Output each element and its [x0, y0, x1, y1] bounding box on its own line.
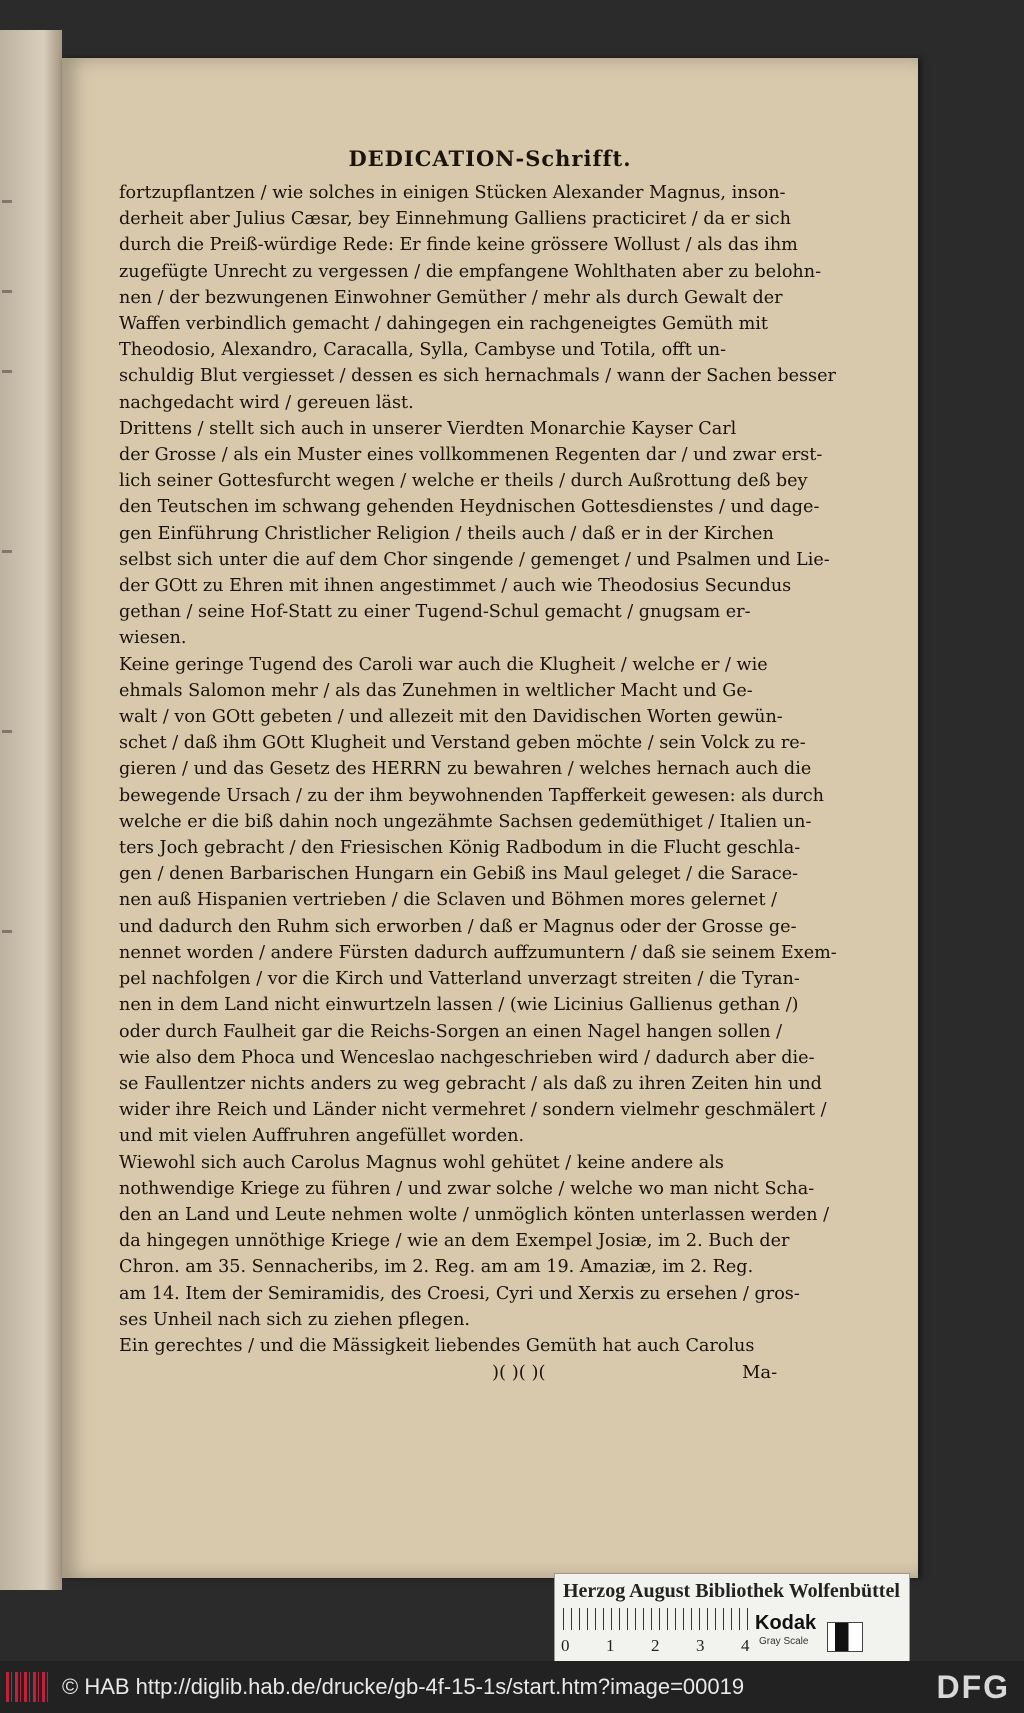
text-line: ehmals Salomon mehr / als das Zunehmen in weltlicher Macht und Ge- [119, 680, 753, 701]
text-line: oder durch Faulheit gar die Reichs-Sorgen an einen Nagel hangen sollen / [119, 1021, 783, 1042]
text-line: gethan / seine Hof-Statt zu einer Tugend-Schul gemacht / gnugsam er- [119, 602, 751, 623]
catchword: Ma- [742, 1362, 778, 1383]
edge-mark [2, 930, 12, 933]
text-line: gieren / und das Gesetz des HERRN zu bewahren / welches hernach auch die [119, 759, 812, 780]
dfg-logo: DFG [936, 1668, 1010, 1705]
edge-mark [2, 370, 12, 373]
text-line: lich seiner Gottesfurcht wegen / welche er theils / durch Außrottung deß bey [119, 471, 808, 492]
text-line: und dadurch den Ruhm sich erworben / daß er Magnus oder der Grosse ge- [119, 916, 797, 937]
hab-logo-icon [6, 1672, 48, 1702]
text-line: nachgedacht wird / gereuen läst. [119, 392, 414, 413]
ruler-number: 1 [606, 1636, 615, 1655]
text-line: schuldig Blut vergiesset / dessen es sich hernachmals / wann der Sachen besser [119, 366, 836, 387]
text-line: ters Joch gebracht / den Friesischen König Radbodum in die Flucht geschla- [119, 838, 801, 859]
text-line: welche er die biß dahin noch ungezähmte Sachsen gedemüthiget / Italien un- [119, 811, 812, 832]
text-line: nennet worden / andere Fürsten dadurch auffzumuntern / daß sie seinem Exem- [119, 942, 837, 963]
text-line: Drittens / stellt sich auch in unserer Vierdten Monarchie Kayser Carl [119, 418, 737, 439]
signature-mark: )( )( )( [492, 1362, 546, 1383]
page-heading: DEDICATION-Schrifft. [348, 146, 632, 171]
text-line: den an Land und Leute nehmen wolte / unmöglich könten unterlassen werden / [119, 1204, 830, 1225]
text-line: derheit aber Julius Cæsar, bey Einnehmung Galliens practiciret / da er sich [119, 209, 791, 230]
document-page [62, 58, 918, 1578]
text-line: pel nachfolgen / vor die Kirch und Vatterland unverzagt streiten / die Tyran- [119, 969, 800, 990]
text-line: gen / denen Barbarischen Hungarn ein Gebiß ins Maul geleget / die Sarace- [119, 864, 799, 885]
text-line: Keine geringe Tugend des Caroli war auch die Klugheit / welche er / wie [119, 654, 768, 675]
text-line: wider ihre Reich und Länder nicht vermehret / sondern vielmehr geschmälert / [119, 1100, 827, 1121]
text-line: Ein gerechtes / und die Mässigkeit liebendes Gemüth hat auch Carolus [119, 1335, 755, 1356]
edge-mark [2, 550, 12, 553]
text-line: den Teutschen im schwang gehenden Heydnischen Gottesdienstes / und dage- [119, 497, 820, 518]
text-line: wie also dem Phoca und Wenceslao nachgeschrieben wird / dadurch aber die- [119, 1047, 815, 1068]
text-line: fortzupflantzen / wie solches in einigen Stücken Alexander Magnus, inson- [119, 183, 786, 203]
text-line: wiesen. [119, 628, 187, 649]
text-line: nothwendige Kriege zu führen / und zwar solche / welche wo man nicht Scha- [119, 1178, 815, 1199]
text-line: der Grosse / als ein Muster eines vollkommenen Regenten dar / und zwar erst- [119, 445, 823, 466]
text-line: zugefügte Unrecht zu vergessen / die empfangene Wohlthaten aber zu belohn- [119, 261, 822, 282]
edge-mark [2, 730, 12, 733]
ruler-number: 0 [561, 1636, 570, 1655]
text-line: nen auß Hispanien vertrieben / die Sclaven und Böhmen mores gelernet / [119, 890, 778, 911]
text-line: walt / von GOtt gebeten / und allezeit mit den Davidischen Worten gewün- [119, 707, 783, 728]
text-line: und mit vielen Auffruhren angefüllet worden. [119, 1126, 525, 1147]
text-line: am 14. Item der Semiramidis, des Croesi, Cyri und Xerxis zu ersehen / gros- [119, 1283, 800, 1304]
ruler-scale [563, 1608, 749, 1630]
text-line: ses Unheil nach sich zu ziehen pflegen. [119, 1309, 471, 1330]
ruler-numbers [561, 1636, 786, 1656]
text-line: se Faullentzer nichts anders zu weg gebracht / als daß zu ihren Zeiten hin und [119, 1073, 822, 1094]
text-line: gen Einführung Christlicher Religion / theils auch / daß er in der Kirchen [119, 523, 774, 544]
viewer-footer-bar [0, 1661, 1024, 1713]
text-line: nen / der bezwungenen Einwohner Gemüther / mehr als durch Gewalt der [119, 287, 783, 308]
text-line: bewegende Ursach / zu der ihm beywohnenden Tapfferkeit gewesen: als durch [119, 785, 825, 806]
facing-page-edge [0, 30, 62, 1590]
gray-swatch [827, 1622, 863, 1652]
text-line: Chron. am 35. Sennacheribs, im 2. Reg. am am 19. Amaziæ, im 2. Reg. [119, 1257, 754, 1278]
edge-mark [2, 200, 12, 203]
source-credit[interactable]: © HAB http://diglib.hab.de/drucke/gb-4f-15-1s/start.htm?image=00019 [62, 1674, 745, 1699]
text-line: da hingegen unnöthige Kriege / wie an dem Exempel Josiæ, im 2. Buch der [119, 1231, 790, 1252]
edge-mark [2, 290, 12, 293]
text-line: der GOtt zu Ehren mit ihnen angestimmet / auch wie Theodosius Secundus [119, 576, 792, 597]
text-line: schet / daß ihm GOtt Klugheit und Verstand geben möchte / sein Volck zu re- [119, 733, 806, 754]
text-line: durch die Preiß-würdige Rede: Er finde keine grössere Wollust / als das ihm [119, 235, 798, 256]
library-name: Herzog August Bibliothek Wolfenbüttel [563, 1580, 900, 1602]
text-line: Wiewohl sich auch Carolus Magnus wohl gehütet / keine andere als [119, 1152, 724, 1173]
body-text [119, 180, 845, 1359]
text-line: selbst sich unter die auf dem Chor singende / gemenget / und Psalmen und Lie- [119, 549, 830, 570]
gray-scale-label: Gray Scale [759, 1636, 809, 1647]
color-calibration-card [554, 1573, 910, 1663]
ruler-number: 2 [651, 1636, 660, 1655]
text-line: Theodosio, Alexandro, Caracalla, Sylla, Cambyse und Totila, offt un- [119, 340, 727, 361]
ruler-number: 4 [741, 1636, 750, 1655]
text-line: nen in dem Land nicht einwurtzeln lassen / (wie Licinius Gallienus gethan /) [119, 995, 799, 1016]
text-line: Waffen verbindlich gemacht / dahingegen ein rachgeneigtes Gemüth mit [119, 314, 768, 335]
ruler-number: 3 [696, 1636, 705, 1655]
kodak-label: Kodak [755, 1612, 817, 1634]
